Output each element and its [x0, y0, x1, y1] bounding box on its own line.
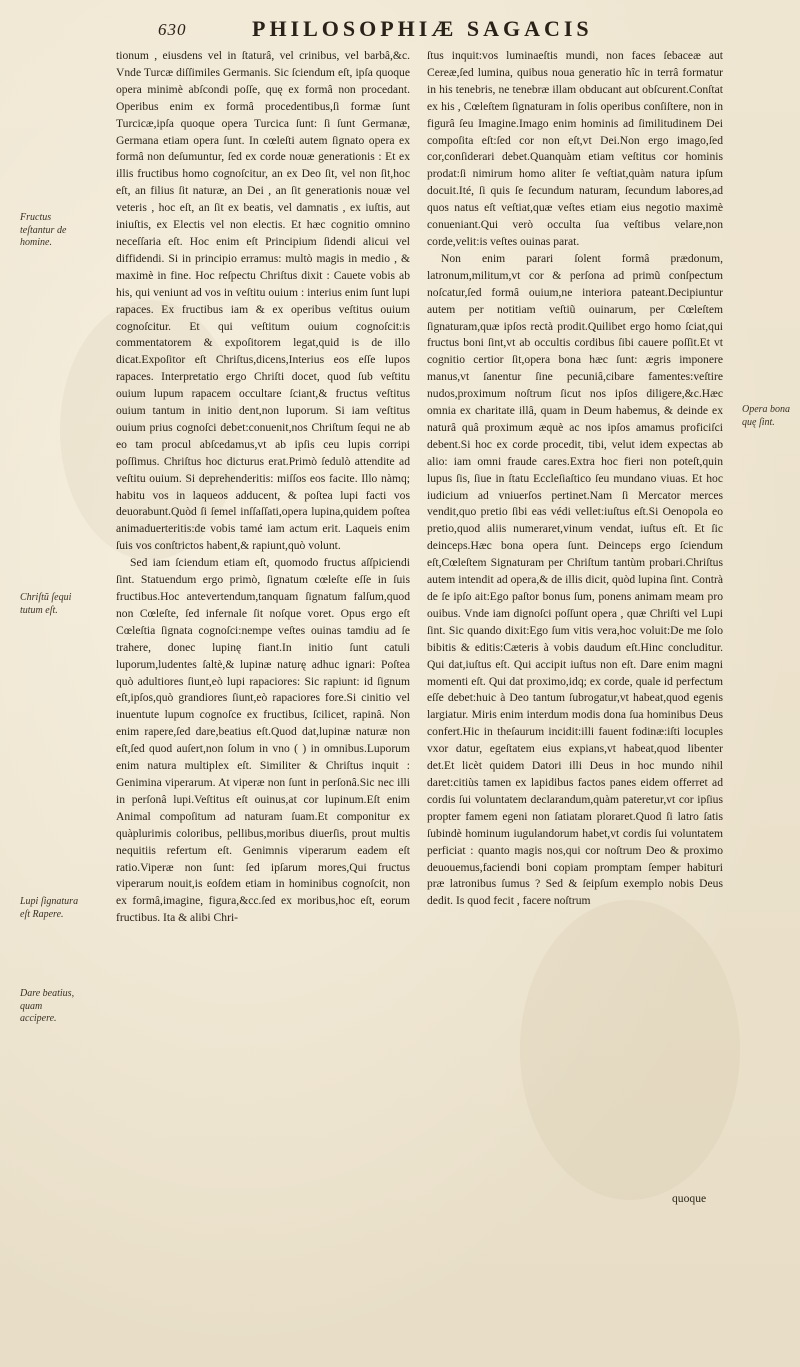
right-column — [427, 48, 723, 910]
page-number: 630 — [158, 20, 187, 39]
left-paragraph: tionum , eiusdens vel in ſtaturâ, vel crinibus, vel barbâ,&c. Vnde Turcæ diſſimiles Germanis. Sic ſciendum eſt, ipſa quoque opera minimè abſcondi poſſe, quę ex formâ non procedant. Operibus enim ex formâ procedentibus,ſi formæ ſunt Turcicæ,ipſa quoque opera Turcica ſunt: ſi ſunt Germanæ, Germana etiam opera ſunt. In cœleſti autem ſignato opera ex formâ non deſumuntur, ſed ex corde nouæ generationis : Et ex illis fructibus homo cognoſcitur, an ex Deo ſit, vel non ſit,hoc eſt, an filius ſit naturæ, an Dei , an ſit generationis nouæ vel veteris , hoc eſt, an ſit ex beatis, vel damnatis , ex iuſtis, aut iniuſtis, ex Electis vel non electis. Et hæc cognitio omnino neceſſaria eſt. Hoc enim eſt Principium ſidendi alicui vel diffidendi. Si in principio erramus: multò magis in medio , & maximè in fine. Hoc reſpectu Chriſtus dixit : Cauete vobis ab his, qui veniunt ad vos in veſtitu ouium : interius enim ſunt lupi rapaces. Ex fructibus iam & ex operibus veſtitus ouium cognoſcitur. Et qui veſtitum ouium cognoſcit:is commentatorem & expoſitorem legat,quid is de illo dicat.Expoſitor eſt Chriſtus,dicens,Interius eos eſſe lupos rapaces. Interpretatio ergo Chriſti docet, quod ſub veſtitu ouium lupum rapacem occultare ſciant,& fructus veſtitus ouium tantum in initio dent,non luporum. Si iam veſtitus ouium prius cognoſci debet:conuenit,nos Chriſtum ſequi ne ab eo tam procul abſcedamus,vt ab ipſis ceu lupis corripi poſſimus. Chriſtus hoc dicturus erat.Primò ſedulò attendite ad veſtitu ouium. Si deprehenderitis: miſſos eos facite. Illo nàmq; habitu vos in laqueos adducent, & poſtea lupi facti vos deuorabunt.Quòd ſi ſemel inſſaſſati,opera lupina,quidem poſtea animaduerteritis:de vobis tamé iam actum erit. Laqueis enim ſuis vos conſtrictos habent,& rapiunt,quò volunt. — [116, 49, 410, 553]
margin-note-christus: Chriſtũ ſequi tutum eſt. — [20, 592, 72, 616]
left-paragraph: Sed iam ſciendum etiam eſt, quomodo fructus aſſpiciendi ſint. Statuendum ergo primò, ſignatum cœleſte eſſe in ſuis fructibus.Hoc antevertendum,tanquam ſignatum falſum,quod non Cœleſte, ſed infernale ſit noſque voret. Opus ergo eſt Cœleſtia ſignata cognoſci:nempe veſtes ouinas tamdiu ad ſe trahere, donec lupinę fiant.In initio ſunt catuli luporum,ludentes ſaltè,& lupinæ naturę adhuc ignari: Poſtea quò adultiores ſiunt,eò lupi rapaciores: Sic rapiunt: id ſignum eſt,ipſos,quò grandiores ſiunt,eò rapaciores fore.Si cinitio vel inuentute lupum cognoſce ex fructibus, ſcilicet, rapinâ. Non enim rapere,ſed dare,beatius eſt.Quod dat,lupinæ naturæ non eſt,ſed quod auſert,non ſolum in vno ( ) in omnibus.Luporum enim natura multiplex eſt. Similiter & Chriſtus inquit : Genimina viperarum. At viperæ non ſunt in perſonâ.Sic nec illi in perſonâ lupi.Veſtitus eſt ouinus,at cor lupinum.Eſt enim Animal compoſitum ad naturam ſuam.Et componitur ex quàplurimis coloribus, pellibus,moribus diuerſis, prout multis nequitiis refertum eſt. Genimnis viperarum eadem eſt ratio.Viperæ non ſunt: ſed ipſarum mores,Qui fructus viperarum nouit,is eoſdem etiam in hominibus cognoſcit, non ex formâ,imagine, figura,&cc.ſed ex moribus,hoc eſt, eorum fructibus. Ita & alibi Chri- — [116, 556, 410, 925]
catchword: quoque — [672, 1192, 707, 1205]
margin-note-fructus: Fructus teſtantur de homine. — [20, 212, 67, 248]
margin-note-lupi: Lupi ſignatura eſt Rapere. — [20, 896, 79, 920]
margin-note-dare: Dare beatius, quam accipere. — [20, 988, 75, 1024]
paper-stain — [520, 900, 740, 1200]
running-title: PHILOSOPHIÆ SAGACIS — [252, 16, 593, 41]
left-column — [116, 48, 410, 927]
page-header — [0, 14, 800, 46]
margin-note-opera: Opera bona quę ſint. — [742, 404, 791, 428]
right-paragraph: ſtus inquit:vos luminaeſtis mundi, non faces ſebaceæ aut Cereæ,ſed lumina, quibus noua generatio hîc in terrâ formatur in his tenebris, ne tenebræ illam obducant aut obſcurent.Conſtat ex his , Cœleſtem ſignaturam in ſolis operibus conſiſtere, non in figurâ ſeu Imagine.Imago enim hominis ad ſimilitudinem Dei compoſita eſt:ſed cor non eſt,vt Dei.Non ergo imago,ſed cor,conſiderari debet.Quanquàm etiam veſtitus cor hominis prodat:ſi nimirum homo aliter ſe veſtiat,quàm natura ipſum docuit.Ité, ſi quis ſe ſecundum naturam, ſecundum labores,ad quos natus eſt veſtiat,quæ veſtes etiam eius negotio maximè conueniant.Qui verò occulta ſua veſtibus velare,non corde,velit:is veſtes ouinas parat. — [427, 49, 723, 248]
right-paragraph: Non enim parari ſolent formâ prædonum, latronum,militum,vt cor & perſona ad primũ conſpectum noſcatur,ſed formâ ouium,ne interiora pateant.Decipiuntur autem per notitiam veſtiũ ouinarum, per Cœleſtem ſignaturam,quæ ipſos rectà prodit.Quilibet ergo homo ſciat,qui fructus boni ſint,vt ab occultis cordibus ſibi cauere poſſit.Et vt cognitio certior ſit,opera bona hæc ſunt: ægris imponere manus,vt ſanentur ſine pecuniâ,cibare famentes:veſtire nudos,proximum noſtrum ſicut nos ipſos diligere,&c.Hæc omnia ex charitate illâ, quam in Deum habemus, & deinde ex naturâ quâ proximum æquè ac nos ipſos amamus proficiſci debent.Si hoc ex corde procedit, tibi, velut idem expectas ab alio: iam omni fraude cares.Extra hoc fieri non poteſt,quin lupus ſis, ſiue in ſtatu Eccleſiaſtico ſeu mundano viuas. Et hoc iudicium ad vniuerſos pertinet.Nam ſi Mercator merces vendit,quo pretio ſibi eas védi vellet:iuſtus eſt.Si Oenopola eo pretio,quod aliis numeraret,vinum vendat, iuſtus eſt. Et ſic deinceps.Hæc bona opera ſunt. Deinceps ergo ſciendum eſt,Cœleſtem Signaturam per Chriſtum tantùm probari.Chriſtus autem intendit ad opera,& de illis dicit, quòd lupina ſint. Contrà de ſe ipſo ait:Ego paſtor bonus ſum, ponens animam meam pro ouibus. Vnde iam dignoſci poſſunt opera , quæ Chriſti vel Lupi ſint. Sic quando dixit:Ego ſum vitis vera,hoc voluit:De me ſolo bibitis & editis:Cæteris à vobis daudum eſt.Hinc concluditur. Qui dat,iuſtus eſt. Qui accipit iuſtus non eſt. Dare enim magni momenti eſt. Qui dat proximo,idq; ex corde, quale id perfectum eſſe debet:huic à Deo tantum ſubrogatur,vt habeat,quod egenis largiatur. Miris enim interdum modis dona ſua hominibus Deus confert.Hic in theſaurum incidit:illi fauent fodinæ:iſti locuples vxor datur, egeſtatem eius expians,vt habeat,quod libenter det.Et licèt quidem Datori illi Deus in hoc mundo nihil daret:citiùs tamen ex lapidibus factos panes eidem offerret ad cordis ſui voluntatem declarandum,quàm pateretur,vt cor ipſius propter famem egeni non ſatiatam ploraret.Quod ſi latro ſatis ſubindè hominum iugulandorum habet,vt cordis ſui voluntatem perficiat : quanto magis nos,qui cor noſtrum Deo & proximo deuouemus,faciendi boni copiam promptam ſemper habituri præ latronibus ſumus ? Sed & ſeipſum exemplo nobis Deus dedit. Is quod fecit , facere noſtrum — [427, 251, 723, 908]
